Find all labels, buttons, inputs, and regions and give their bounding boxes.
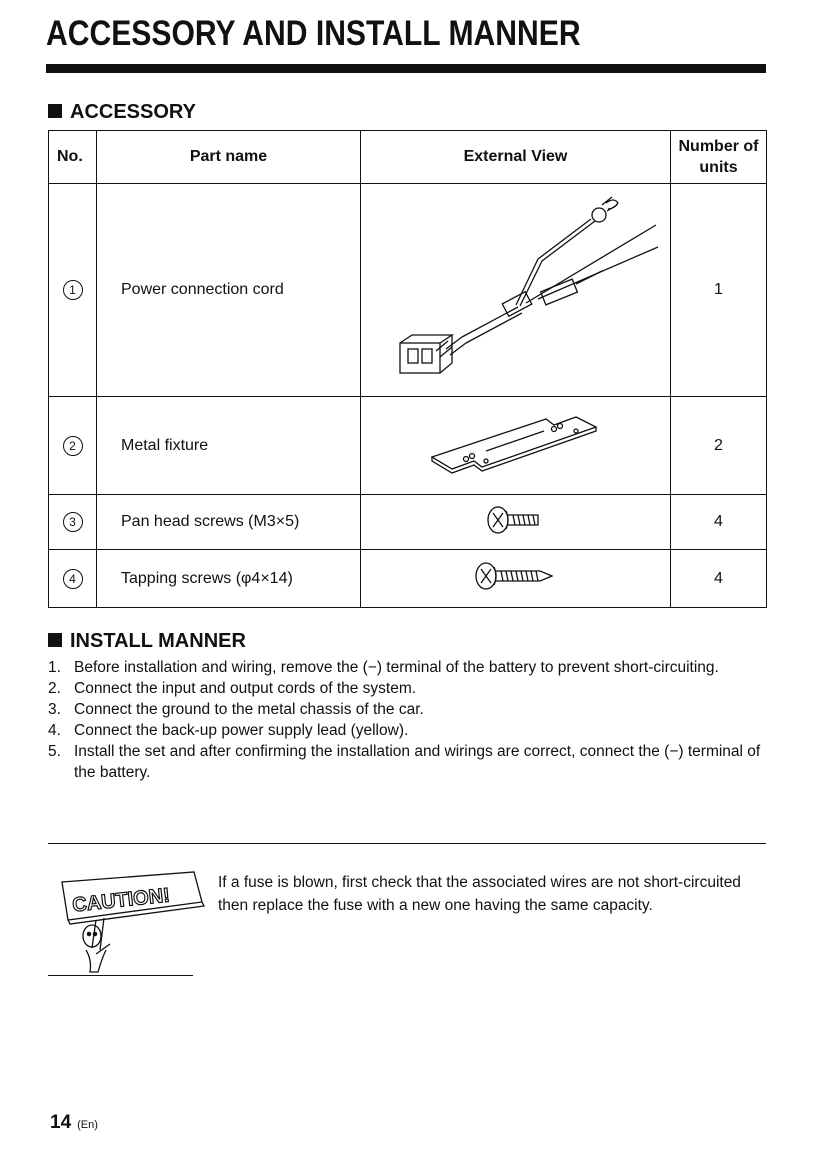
- tapping-screw-drawing: [474, 559, 558, 593]
- table-row: [49, 184, 767, 397]
- accessory-table: [48, 130, 767, 608]
- part-name-cell: Pan head screws (M3×5): [97, 495, 361, 550]
- unit-count-cell: 2: [671, 397, 767, 495]
- list-item: 3. Connect the ground to the metal chassis of the car.: [48, 701, 424, 718]
- page-number-value: 14: [50, 1112, 72, 1133]
- install-heading-label: INSTALL MANNER: [70, 630, 246, 652]
- accessory-heading-label: ACCESSORY: [70, 101, 196, 123]
- install-heading: [48, 630, 246, 653]
- heading-square-icon: [48, 633, 62, 647]
- caution-top-rule: [48, 843, 766, 844]
- list-item: 5. Install the set and after confirming the installation and wirings are correct, connect the (−) terminal of the battery.: [48, 743, 761, 781]
- table-header-row: [49, 131, 767, 184]
- column-header-number-of-units: Number of units: [671, 131, 767, 184]
- pan-head-screw-drawing: [486, 503, 546, 537]
- caution-sign-text: CAUTION!: [71, 884, 171, 917]
- table-row: [49, 495, 767, 550]
- row-number-badge: 3: [63, 512, 83, 532]
- part-name-cell: Metal fixture: [97, 397, 361, 495]
- column-header-external-view: External View: [361, 131, 671, 184]
- list-item: 1. Before installation and wiring, remove the (−) terminal of the battery to prevent short-circuiting.: [48, 659, 719, 676]
- language-tag: (En): [77, 1119, 98, 1131]
- column-header-part-name: Part name: [97, 131, 361, 184]
- unit-count-cell: 4: [671, 550, 767, 608]
- part-name-cell: Tapping screws (φ4×14): [97, 550, 361, 608]
- list-item: 2. Connect the input and output cords of the system.: [48, 680, 417, 697]
- caution-text: If a fuse is blown, first check that the associated wires are not short-circuited then replace the fuse with a new one having the same capacity.: [218, 874, 741, 914]
- part-name-cell: Power connection cord: [97, 184, 361, 397]
- page-title: ACCESSORY AND INSTALL MANNER: [46, 14, 581, 53]
- heading-square-icon: [48, 104, 62, 118]
- list-item: 4. Connect the back-up power supply lead (yellow).: [48, 722, 409, 739]
- unit-count-cell: 1: [671, 184, 767, 397]
- metal-fixture-drawing: [426, 401, 606, 485]
- power-connection-cord-drawing: [366, 185, 666, 390]
- title-rule: [46, 64, 766, 73]
- column-header-no: No.: [49, 131, 97, 184]
- caution-sign-icon: [56, 858, 206, 980]
- row-number-badge: 2: [63, 436, 83, 456]
- accessory-heading: [48, 101, 196, 124]
- table-row: [49, 397, 767, 495]
- caution-bottom-rule: [48, 975, 193, 976]
- unit-count-cell: 4: [671, 495, 767, 550]
- page-number: [50, 1112, 98, 1134]
- table-row: [49, 550, 767, 608]
- row-number-badge: 1: [63, 280, 83, 300]
- install-steps-list: [48, 657, 770, 783]
- row-number-badge: 4: [63, 569, 83, 589]
